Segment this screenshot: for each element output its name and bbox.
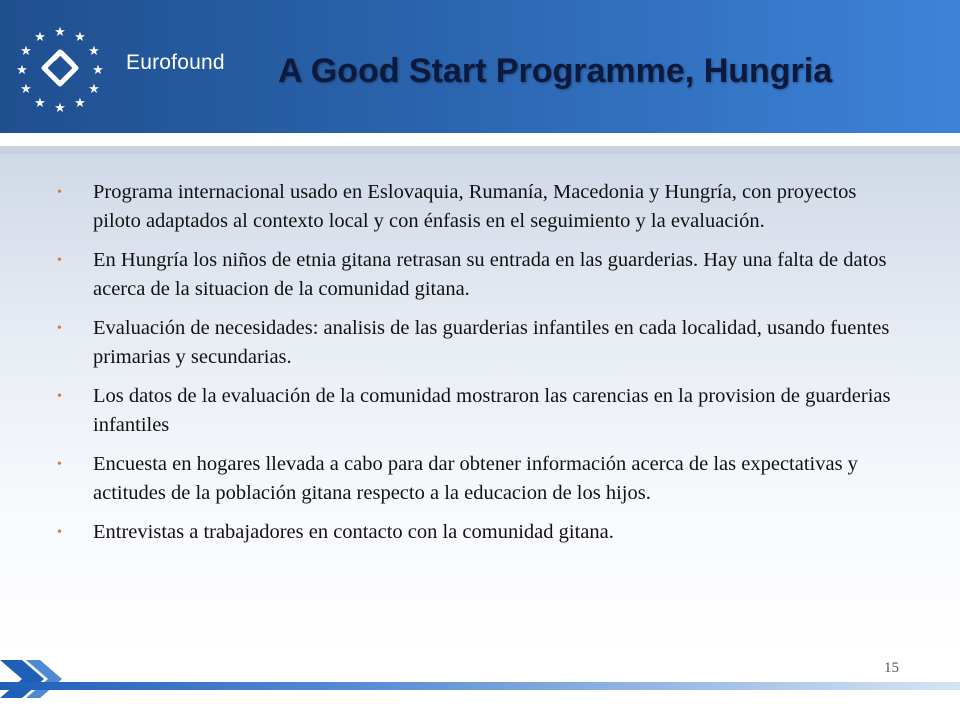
bullet-dot: •: [57, 389, 62, 404]
svg-text:★: ★: [92, 63, 104, 78]
bullet-text: Encuesta en hogares llevada a cabo para dar obtener información acerca de las expectativas y actitudes de la población gitana respecto a la educacion de los hijos.: [93, 453, 858, 504]
bullet-dot: •: [57, 525, 62, 540]
bullet-dot: •: [57, 321, 62, 336]
bullet-item: [57, 450, 907, 508]
bullet-text: Programa internacional usado en Eslovaquia, Rumanía, Macedonia y Hungría, con proyectos piloto adaptados al contexto local y con énfasis en el seguimiento y la evaluación.: [93, 181, 857, 232]
bullet-item: [57, 246, 907, 304]
svg-text:★: ★: [16, 63, 28, 78]
svg-text:★: ★: [34, 96, 46, 111]
svg-text:★: ★: [74, 30, 86, 45]
slide-header: [0, 0, 960, 133]
bullet-text: Los datos de la evaluación de la comunidad mostraron las carencias en la provision de guarderias infantiles: [93, 385, 891, 436]
bullet-item: [57, 382, 907, 440]
bullet-text: Evaluación de necesidades: analisis de las guarderias infantiles en cada localidad, usando fuentes primarias y secundarias.: [93, 317, 890, 368]
bullet-dot: •: [57, 457, 62, 472]
bullet-item: [57, 178, 907, 236]
bullet-dot: •: [57, 253, 62, 268]
bullet-item: [57, 314, 907, 372]
svg-text:★: ★: [20, 82, 32, 97]
eurofound-logo-icon: [14, 22, 114, 112]
bullet-text: Entrevistas a trabajadores en contacto con la comunidad gitana.: [93, 521, 614, 543]
panel-top-band: [0, 146, 960, 154]
svg-text:★: ★: [34, 30, 46, 45]
page-number: 15: [884, 660, 899, 676]
svg-text:★: ★: [54, 101, 66, 112]
svg-text:★: ★: [20, 44, 32, 59]
bullet-dot: •: [57, 185, 62, 200]
svg-text:★: ★: [54, 25, 66, 40]
svg-text:★: ★: [88, 44, 100, 59]
arrow-right-icon: [0, 654, 70, 704]
svg-text:★: ★: [88, 82, 100, 97]
eurofound-logo: [14, 22, 234, 112]
svg-text:★: ★: [74, 96, 86, 111]
brand-name: Eurofound: [126, 51, 225, 74]
bullet-list: [57, 178, 907, 557]
bullet-item: [57, 518, 907, 547]
footer-line: [0, 682, 960, 690]
bullet-text: En Hungría los niños de etnia gitana retrasan su entrada en las guarderias. Hay una falta de datos acerca de la situacion de la comunidad gitana.: [93, 249, 887, 300]
slide-title: A Good Start Programme, Hungria: [278, 52, 833, 90]
